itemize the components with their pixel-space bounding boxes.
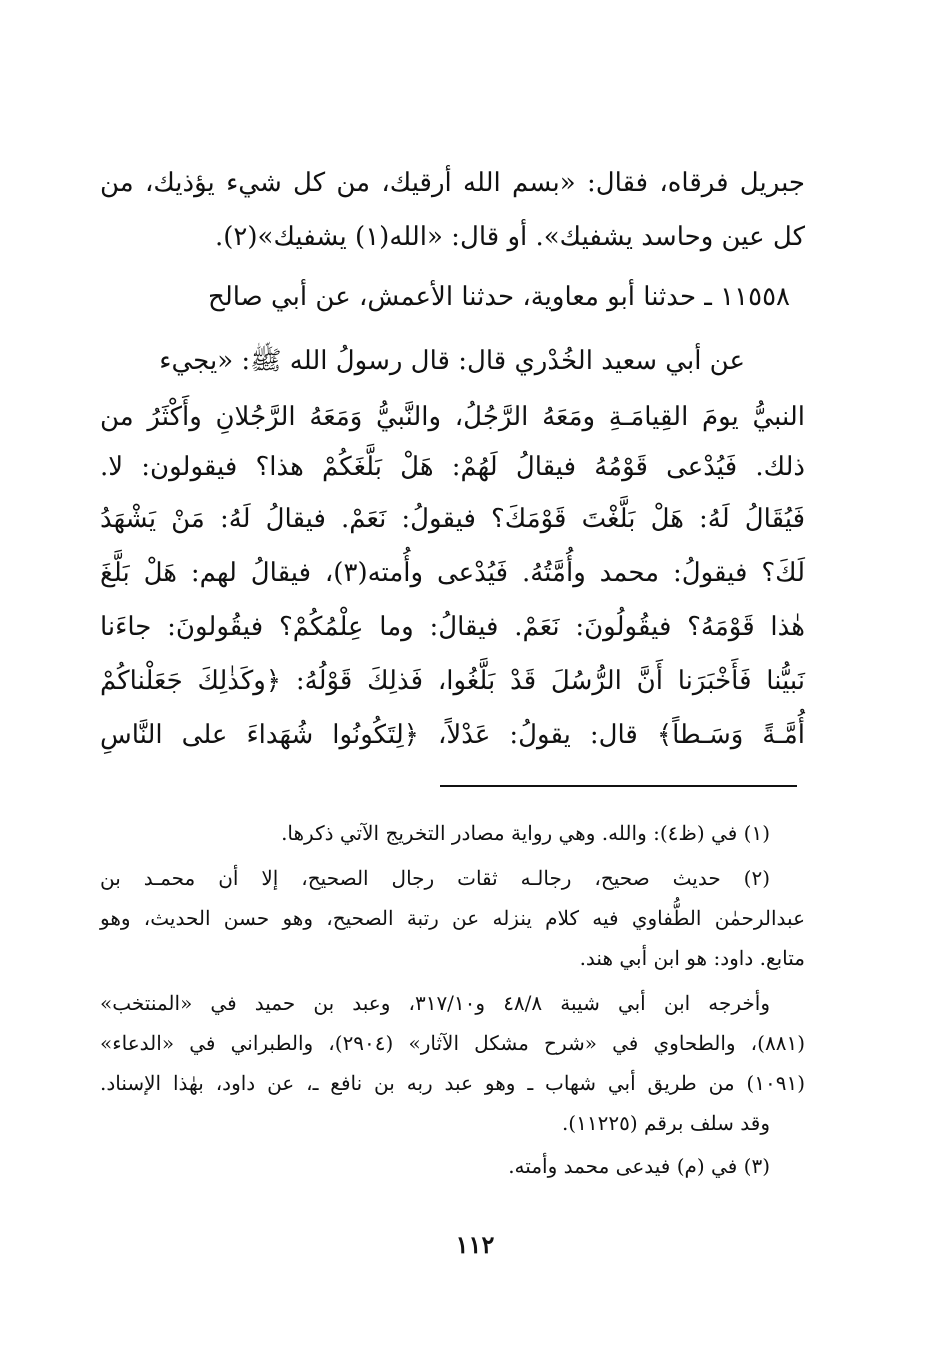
body-line-7: فَيُقَالُ لَهُ: هَلْ بَلَّغْتَ قَوْمَكَ؟ فيقولُ: نَعَمْ. فيقالُ لَهُ: مَنْ يَشْهَدُ (100, 504, 805, 534)
body-line-11: أُمَّـةً وَسَـطاً﴾ قال: يقولُ: عَدْلاً، ﴿لِتَكُونُوا شُهَداءَ على النَّاسِ (100, 720, 805, 750)
body-line-5: النبيُّ يومَ القِيامَـةِ ومَعَهُ الرَّجُلُ، والنَّبيُّ وَمَعَهُ الرَّجُلانِ وأَكْثَرُ من (100, 402, 805, 432)
footnote-line-7: (١٠٩١) من طريق أبي شهاب ـ وهو عبد ربه بن نافع ـ، عن داود، بهٰذا الإسناد. (100, 1071, 805, 1095)
footnote-line-6: (٨٨١)، والطحاوي في «شرح مشكل الآثار» (٢٩٠٤)، والطبراني في «الدعاء» (100, 1031, 805, 1055)
body-line-8: لَكَ؟ فيقولُ: محمد وأُمَّتُهُ. فَيُدْعى وأُمته(٣)، فيقالُ لهم: هَلْ بَلَّغَ (100, 558, 806, 588)
footnote-line-8: وقد سلف برقم (١١٢٢٥). (561, 1111, 770, 1135)
footnote-line-4: متابع. داود: هو ابن أبي هند. (579, 946, 805, 970)
footnote-line-9: (٣) في (م) فيدعى محمد وأمته. (508, 1154, 770, 1178)
footnote-line-1: (١) في (ظ٤): والله. وهي رواية مصادر التخريج الآتي ذكرها. (281, 821, 770, 845)
body-line-10: نَبيُّنا فَأَخْبَرَنا أَنَّ الرُّسُلَ قَدْ بَلَّغُوا، فَذلِكَ قَوْلُهُ: ﴿وكَذٰلِكَ جَعَلْناكُمْ (100, 666, 805, 696)
footnote-line-5: وأخرجه ابن أبي شيبة ٤٨/٨ و٣١٧/١٠، وعبد بن حميد في «المنتخب» (100, 991, 771, 1015)
body-line-6: ذلك. فَيُدْعى قَوْمُهُ فيقالُ لَهُمْ: هَلْ بَلَّغَكُمْ هذا؟ فيقولون: لا. (100, 452, 805, 482)
footnote-line-3: عبدالرحمٰن الطُّفاوي فيه كلام ينزله عن رتبة الصحيح، وهو حسن الحديث، وهو (100, 906, 805, 930)
body-line-4: عن أبي سعيد الخُدْري قال: قال رسولُ الله ﷺ: «يجيء (159, 346, 745, 376)
footnote-separator (440, 785, 797, 787)
body-line-2: كل عين وحاسد يشفيك». أو قال: «الله(١) يشفيك»(٢). (215, 222, 805, 252)
page-number: ١١٢ (455, 1230, 495, 1259)
body-line-1: جبريل فرقاه، فقال: «بسم الله أرقيك، من كل شيء يؤذيك، من (100, 168, 805, 198)
hadith-chain-line: ١١٥٥٨ ـ حدثنا أبو معاوية، حدثنا الأعمش، عن أبي صالح (208, 282, 790, 312)
footnote-line-2: (٢) حديث صحيح، رجالـه ثقات رجال الصحيح، إلا أن محمـد بن (100, 866, 770, 890)
body-line-9: هٰذا قَوْمَهُ؟ فيقُولُونَ: نَعَمْ. فيقالُ: وما عِلْمُكُمْ؟ فيقُولونَ: جاءَنا (100, 612, 805, 642)
